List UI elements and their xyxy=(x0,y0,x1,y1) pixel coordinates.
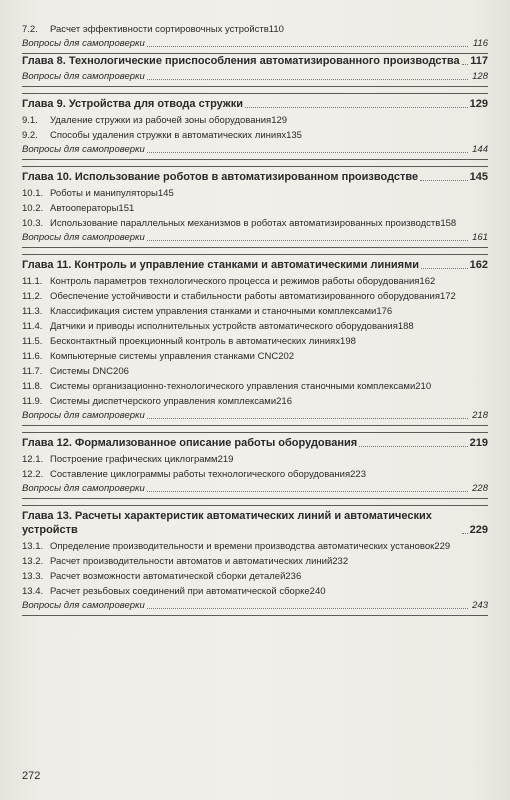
toc-item-page: 240 xyxy=(309,585,326,597)
toc-item-page: 110 xyxy=(268,23,284,35)
chapter-heading xyxy=(22,54,488,68)
toc-item xyxy=(22,394,488,409)
toc-item-page: 216 xyxy=(276,395,292,407)
toc-questions-page: 218 xyxy=(472,410,488,421)
toc-item xyxy=(22,186,488,201)
toc-chapter xyxy=(22,432,488,499)
toc-item-title: Удаление стружки из рабочей зоны оборудования xyxy=(50,114,272,126)
toc-item-page: 232 xyxy=(332,555,349,567)
toc-item-number: 11.5. xyxy=(22,335,43,347)
toc-item-title: Системы DNC xyxy=(50,365,114,377)
chapter-page: 219 xyxy=(469,437,488,449)
toc-item-number: 7.2. xyxy=(22,23,38,35)
leader-dots xyxy=(147,79,468,80)
toc-item-page: 202 xyxy=(278,350,295,362)
chapter-heading xyxy=(22,436,488,450)
toc-questions-label: Вопросы для самопроверки xyxy=(22,232,145,243)
toc-item-number: 11.3. xyxy=(22,305,43,317)
toc-questions-label: Вопросы для самопроверки xyxy=(22,600,145,611)
toc-item xyxy=(22,539,488,554)
chapter-heading xyxy=(22,97,488,111)
leader-dots xyxy=(245,107,468,108)
toc-item-number: 13.1. xyxy=(22,540,44,552)
toc-questions-label: Вопросы для самопроверки xyxy=(22,410,145,421)
toc-item xyxy=(22,113,488,128)
toc-item xyxy=(22,304,488,319)
toc-questions-page: 144 xyxy=(472,144,488,155)
toc-item-number: 10.1. xyxy=(22,187,44,199)
toc-chapter xyxy=(22,93,488,160)
toc-item-number: 12.2. xyxy=(22,468,44,480)
toc-item xyxy=(22,201,488,216)
toc-chapter xyxy=(22,54,488,87)
chapter-page: 145 xyxy=(469,171,488,183)
toc-item-number: 11.9. xyxy=(22,395,43,407)
page-number: 272 xyxy=(22,770,41,782)
toc-questions xyxy=(22,599,488,613)
toc-chapters xyxy=(22,54,488,616)
toc-item-page: 129 xyxy=(271,114,288,126)
toc-item-title: Составление циклограммы работы технологического оборудования xyxy=(50,468,351,480)
toc-item-page: 172 xyxy=(439,290,456,302)
toc-item xyxy=(22,216,488,231)
toc-item xyxy=(22,128,488,143)
toc-item-number: 12.1. xyxy=(22,453,44,465)
chapter-page: 129 xyxy=(469,98,488,110)
toc-questions-page: 128 xyxy=(472,71,488,82)
toc-item-page: 188 xyxy=(397,320,414,332)
toc-item-page: 198 xyxy=(340,335,356,347)
toc-item-number: 11.2. xyxy=(22,290,43,302)
chapter-heading xyxy=(22,170,488,184)
toc-item-title: Контроль параметров технологического процесса и режимов работы оборудования xyxy=(50,275,420,287)
toc-item xyxy=(22,452,488,467)
toc-item-page: 162 xyxy=(419,275,436,287)
toc-item-number: 11.8. xyxy=(22,380,43,392)
toc-item-title: Способы удаления стружки в автоматических линиях xyxy=(50,129,287,141)
toc-item-title: Использование параллельных механизмов в роботах автоматизированных производств xyxy=(50,217,441,229)
toc-questions-page: 161 xyxy=(472,232,488,243)
toc-item-page: 151 xyxy=(118,202,135,214)
toc-item-page: 158 xyxy=(440,217,457,229)
toc-item-page: 236 xyxy=(285,570,302,582)
toc-item-number: 13.4. xyxy=(22,585,44,597)
toc-item-page: 135 xyxy=(286,129,302,141)
toc-questions xyxy=(22,231,488,245)
toc-item xyxy=(22,334,488,349)
leader-dots xyxy=(420,180,467,181)
chapter-title: Глава 13. Расчеты характеристик автоматических линий и автоматических устройств xyxy=(22,510,432,536)
leader-dots xyxy=(147,240,468,241)
toc-item-title: Классификация систем управления станками и станочными комплексами xyxy=(50,305,377,317)
leader-dots xyxy=(147,491,468,492)
toc-item-title: Бесконтактный проекционный контроль в автоматических линиях xyxy=(50,335,341,347)
toc-item-title: Расчет резьбовых соединений при автоматической сборке xyxy=(50,585,310,597)
toc-item xyxy=(22,349,488,364)
chapter-page: 117 xyxy=(470,55,488,67)
toc-item-title: Компьютерные системы управления станками CNC xyxy=(50,350,279,362)
toc-item-title: Расчет эффективности сортировочных устройств xyxy=(50,23,269,35)
chapter-page: 229 xyxy=(469,524,488,536)
toc-item-title: Системы организационно-технологического управления станочными комплексами xyxy=(50,380,416,392)
toc-questions xyxy=(22,143,488,157)
toc-chapter xyxy=(22,505,488,616)
toc-item xyxy=(22,569,488,584)
toc-item-title: Расчет возможности автоматической сборки деталей xyxy=(50,570,286,582)
toc-item-page: 223 xyxy=(350,468,366,480)
chapter-title: Глава 12. Формализованное описание работы оборудования xyxy=(22,437,358,449)
toc-chapter xyxy=(22,166,488,248)
chapter-heading xyxy=(22,258,488,272)
toc-questions-label: Вопросы для самопроверки xyxy=(22,483,145,494)
leader-dots xyxy=(147,46,468,47)
leader-dots xyxy=(147,418,468,419)
toc-questions-label: Вопросы для самопроверки xyxy=(22,144,145,155)
toc-chapter xyxy=(22,254,488,426)
toc-item-title: Автооператоры xyxy=(50,202,119,214)
toc-item-page: 176 xyxy=(376,305,393,317)
toc-item xyxy=(22,274,488,289)
toc-questions xyxy=(22,482,488,496)
toc-item-page: 219 xyxy=(217,453,234,465)
toc-item-number: 13.3. xyxy=(22,570,44,582)
toc-item-number: 10.3. xyxy=(22,217,44,229)
leader-dots xyxy=(462,64,468,65)
toc-item xyxy=(22,584,488,599)
toc-item-title: Расчет производительности автоматов и автоматических линий xyxy=(50,555,333,567)
toc-item-number: 11.7. xyxy=(22,365,43,377)
toc-item-number: 11.1. xyxy=(22,275,43,287)
toc-item-page: 210 xyxy=(415,380,432,392)
toc-item-number: 11.4. xyxy=(22,320,43,332)
toc-item-title: Обеспечение устойчивости и стабильности работы автоматизированного оборудования xyxy=(50,290,440,302)
leader-dots xyxy=(462,533,468,534)
chapter-title: Глава 9. Устройства для отвода стружки xyxy=(22,98,243,110)
toc-item xyxy=(22,379,488,394)
toc-item-page: 145 xyxy=(157,187,174,199)
toc-item xyxy=(22,554,488,569)
toc-item-title: Построение графических циклограмм xyxy=(50,453,218,465)
toc-item-title: Системы диспетчерского управления комплексами xyxy=(50,395,277,407)
toc-item-title: Датчики и приводы исполнительных устройств автоматического оборудования xyxy=(50,320,398,332)
toc-item-number: 13.2. xyxy=(22,555,44,567)
toc-item-number: 11.6. xyxy=(22,350,43,362)
toc-item-page: 229 xyxy=(434,540,451,552)
chapter-title: Глава 8. Технологические приспособления автоматизированного производства xyxy=(22,55,460,67)
chapter-heading xyxy=(22,509,488,537)
toc-item-number: 9.1. xyxy=(22,114,38,126)
toc-item-page: 206 xyxy=(113,365,129,377)
toc-questions-page: 116 xyxy=(472,38,488,49)
toc-top-section xyxy=(22,22,488,54)
toc-item-number: 10.2. xyxy=(22,202,44,214)
leader-dots xyxy=(147,152,468,153)
toc-questions xyxy=(22,409,488,423)
toc-questions xyxy=(22,70,488,84)
toc-item xyxy=(22,364,488,379)
toc-item xyxy=(22,467,488,482)
toc-item-title: Определение производительности и времени производства автоматических установок xyxy=(50,540,435,552)
leader-dots xyxy=(421,268,468,269)
toc-questions-label: Вопросы для самопроверки xyxy=(22,38,145,49)
toc-item-title: Роботы и манипуляторы xyxy=(50,187,158,199)
toc-item-number: 9.2. xyxy=(22,129,38,141)
toc-item xyxy=(22,289,488,304)
chapter-title: Глава 10. Использование роботов в автоматизированном производстве xyxy=(22,171,419,183)
leader-dots xyxy=(147,608,468,609)
toc-item xyxy=(22,319,488,334)
toc-questions-page: 228 xyxy=(472,483,488,494)
leader-dots xyxy=(359,446,467,447)
chapter-page: 162 xyxy=(469,259,488,271)
toc-questions xyxy=(22,37,488,51)
toc-questions-label: Вопросы для самопроверки xyxy=(22,71,145,82)
toc-questions-page: 243 xyxy=(472,600,488,611)
chapter-title: Глава 11. Контроль и управление станками и автоматическими линиями xyxy=(22,259,419,271)
toc-item xyxy=(22,22,488,37)
table-of-contents xyxy=(22,22,488,616)
